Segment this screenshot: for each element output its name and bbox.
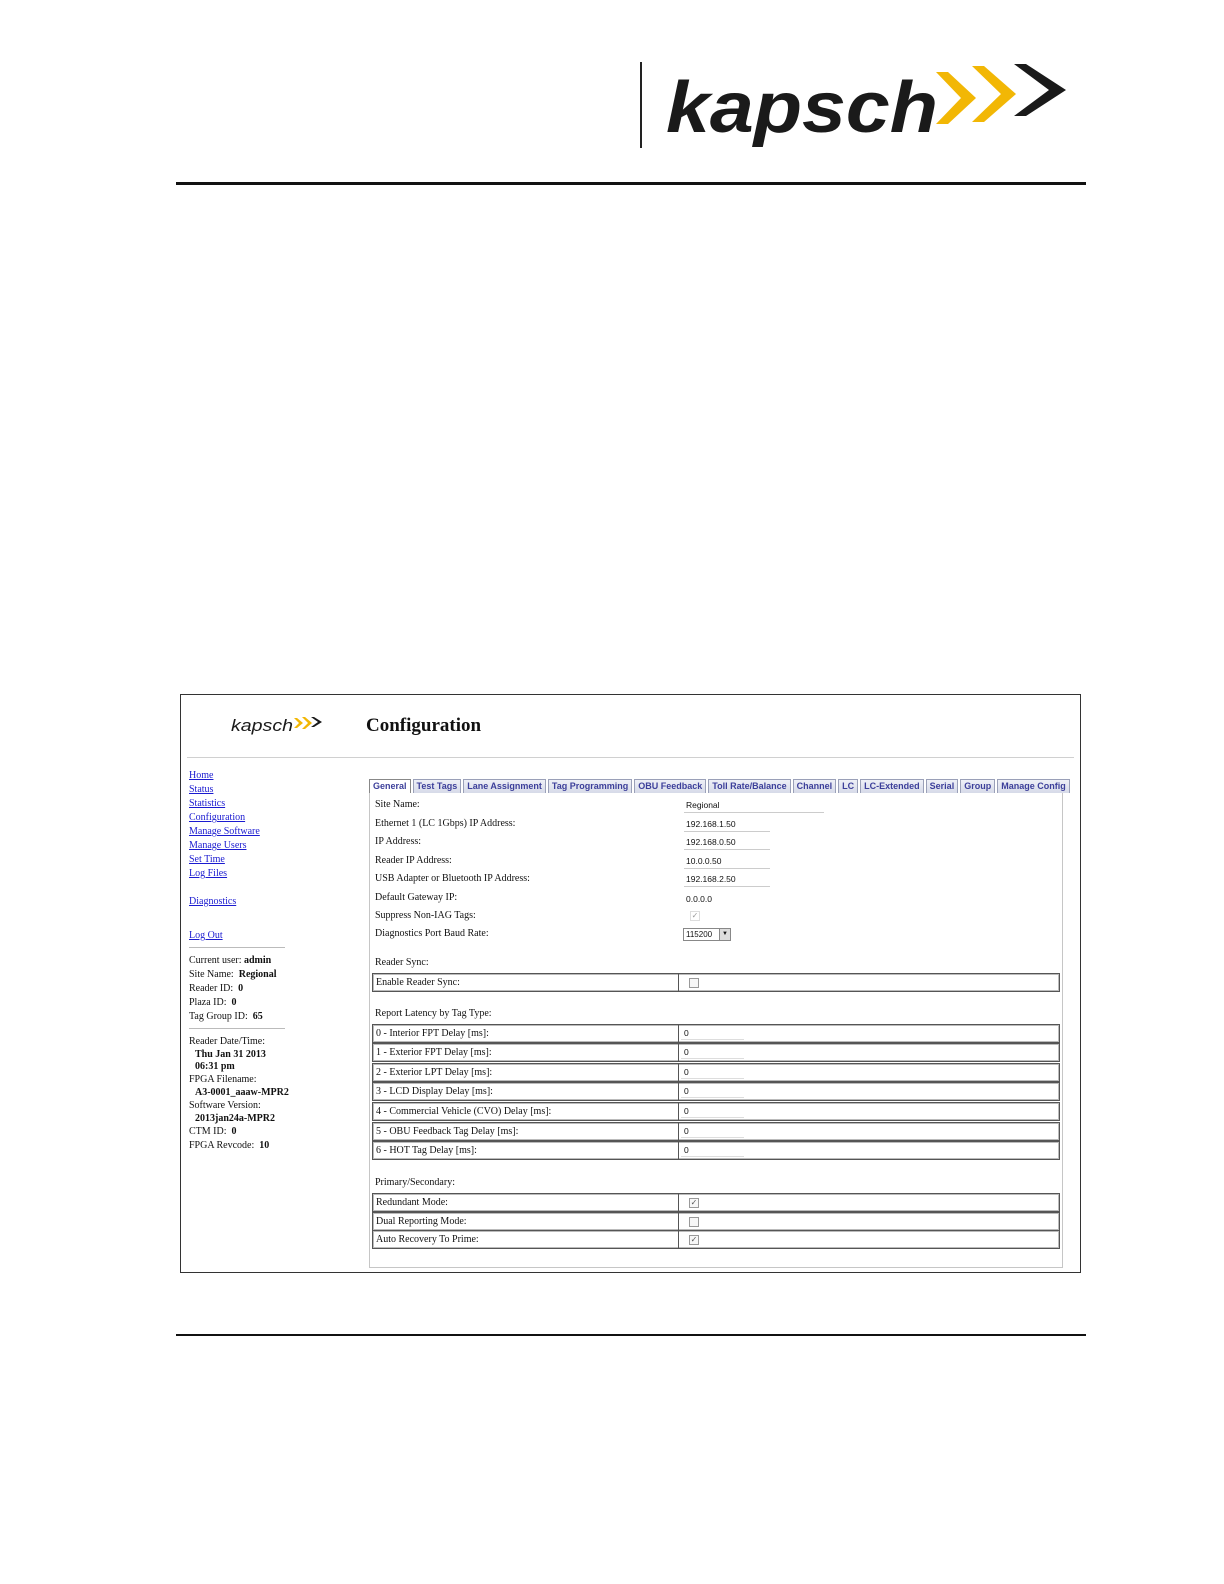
redundancy-row xyxy=(372,1193,1060,1212)
latency-row xyxy=(372,1063,1060,1082)
latency-input[interactable]: 0 xyxy=(681,1125,744,1138)
latency-label: 3 - LCD Display Delay [ms]: xyxy=(373,1083,679,1100)
configuration-screenshot xyxy=(180,694,1081,1273)
tab-group[interactable]: Group xyxy=(960,779,995,793)
tab-toll-rate-balance[interactable]: Toll Rate/Balance xyxy=(708,779,790,793)
app-logo-text: kapsch xyxy=(231,716,293,735)
current-user-value: admin xyxy=(244,955,272,966)
site-name-line xyxy=(189,968,289,982)
gateway-value: 0.0.0.0 xyxy=(686,894,712,904)
header-divider xyxy=(640,62,642,148)
kapsch-logo-text: kapsch xyxy=(666,68,938,148)
tab-manage-config[interactable]: Manage Config xyxy=(997,779,1070,793)
tab-lc[interactable]: LC xyxy=(838,779,858,793)
reader-sync-row xyxy=(372,973,1060,992)
latency-row xyxy=(372,1102,1060,1121)
latency-label: 5 - OBU Feedback Tag Delay [ms]: xyxy=(373,1123,679,1140)
spacer xyxy=(189,909,289,929)
plaza-id-line xyxy=(189,996,289,1010)
fpga-revcode-value: 10 xyxy=(259,1140,270,1151)
reader-info xyxy=(189,954,289,1024)
latency-label: 6 - HOT Tag Delay [ms]: xyxy=(373,1142,679,1159)
nav-manage-users-link[interactable]: Manage Users xyxy=(189,840,247,851)
site-name-label: Site Name: xyxy=(375,799,420,810)
plaza-id-label: Plaza ID: xyxy=(189,997,227,1008)
system-info xyxy=(189,1035,289,1153)
fpga-filename-value: A3-0001_aaaw-MPR2 xyxy=(195,1087,289,1098)
nav-status-link[interactable]: Status xyxy=(189,784,214,795)
latency-label: 0 - Interior FPT Delay [ms]: xyxy=(373,1025,679,1042)
plaza-id-value: 0 xyxy=(231,997,237,1008)
title-separator xyxy=(187,757,1074,758)
tab-general[interactable]: General xyxy=(369,779,411,793)
fpga-filename-label: FPGA Filename: xyxy=(189,1074,257,1085)
reader-ip-input[interactable]: 10.0.0.50 xyxy=(684,854,770,869)
baud-rate-value: 115200 xyxy=(686,930,713,939)
current-user-label: Current user: xyxy=(189,955,242,966)
enable-reader-sync-checkbox[interactable] xyxy=(689,978,699,988)
reader-date-value: Thu Jan 31 2013 xyxy=(195,1049,266,1060)
spacer xyxy=(189,881,289,895)
primary-secondary-heading: Primary/Secondary: xyxy=(375,1177,455,1188)
app-kapsch-logo xyxy=(231,711,331,737)
sidebar-divider xyxy=(189,947,285,948)
latency-input[interactable]: 0 xyxy=(681,1144,744,1157)
fpga-revcode-label: FPGA Revcode: xyxy=(189,1140,255,1151)
suppress-tags-label: Suppress Non-IAG Tags: xyxy=(375,910,476,921)
auto-recovery-checkbox[interactable]: ✓ xyxy=(690,1235,698,1244)
latency-input[interactable]: 0 xyxy=(681,1085,744,1098)
latency-input[interactable]: 0 xyxy=(681,1027,744,1040)
tab-lc-extended[interactable]: LC-Extended xyxy=(860,779,924,793)
fpga-revcode-line xyxy=(189,1139,289,1153)
latency-row xyxy=(372,1082,1060,1101)
nav-diagnostics-link[interactable]: Diagnostics xyxy=(189,896,237,907)
ip-address-input[interactable]: 192.168.0.50 xyxy=(684,835,770,850)
nav-log-files-link[interactable]: Log Files xyxy=(189,868,228,879)
reader-datetime-label: Reader Date/Time: xyxy=(189,1036,266,1047)
reader-ip-label: Reader IP Address: xyxy=(375,855,452,866)
latency-row xyxy=(372,1122,1060,1141)
current-user-line xyxy=(189,954,289,968)
ctm-id-label: CTM ID: xyxy=(189,1126,227,1137)
sidebar xyxy=(189,769,289,1153)
baud-rate-label: Diagnostics Port Baud Rate: xyxy=(375,928,489,939)
tab-test-tags[interactable]: Test Tags xyxy=(413,779,462,793)
sidebar-divider xyxy=(189,1028,285,1029)
page-title: Configuration xyxy=(366,715,482,736)
latency-label: 2 - Exterior LPT Delay [ms]: xyxy=(373,1064,679,1081)
redundancy-row xyxy=(372,1230,1060,1249)
dual-reporting-label: Dual Reporting Mode: xyxy=(373,1213,679,1230)
auto-recovery-label: Auto Recovery To Prime: xyxy=(373,1231,679,1248)
latency-heading: Report Latency by Tag Type: xyxy=(375,1008,492,1019)
latency-row xyxy=(372,1024,1060,1043)
suppress-tags-checkbox[interactable]: ✓ xyxy=(691,911,699,920)
config-tabs xyxy=(369,779,1072,794)
tag-group-id-line xyxy=(189,1010,289,1024)
nav-configuration-link[interactable]: Configuration xyxy=(189,812,246,823)
site-name-value: Regional xyxy=(238,969,277,980)
tab-tag-programming[interactable]: Tag Programming xyxy=(548,779,632,793)
latency-row xyxy=(372,1043,1060,1062)
eth1-ip-label: Ethernet 1 (LC 1Gbps) IP Address: xyxy=(375,818,516,829)
latency-input[interactable]: 0 xyxy=(681,1066,744,1079)
redundant-mode-checkbox[interactable]: ✓ xyxy=(690,1198,698,1207)
redundancy-row xyxy=(372,1212,1060,1231)
reader-sync-heading: Reader Sync: xyxy=(375,957,429,968)
usb-ip-input[interactable]: 192.168.2.50 xyxy=(684,872,770,887)
tag-group-id-value: 65 xyxy=(252,1011,263,1022)
tag-group-id-label: Tag Group ID: xyxy=(189,1011,248,1022)
software-version-value: 2013jan24a-MPR2 xyxy=(195,1113,275,1124)
reader-time-value: 06:31 pm xyxy=(195,1061,235,1072)
tab-obu-feedback[interactable]: OBU Feedback xyxy=(634,779,706,793)
ip-address-label: IP Address: xyxy=(375,836,422,847)
ctm-id-line xyxy=(189,1125,289,1139)
latency-input[interactable]: 0 xyxy=(681,1105,744,1118)
reader-id-label: Reader ID: xyxy=(189,983,234,994)
tab-lane-assignment[interactable]: Lane Assignment xyxy=(463,779,546,793)
redundant-mode-label: Redundant Mode: xyxy=(373,1194,679,1211)
logout-link[interactable]: Log Out xyxy=(189,930,223,941)
reader-id-value: 0 xyxy=(238,983,244,994)
nav-home-link[interactable]: Home xyxy=(189,770,214,781)
gateway-label: Default Gateway IP: xyxy=(375,892,458,903)
nav-statistics-link[interactable]: Statistics xyxy=(189,798,226,809)
reader-id-line xyxy=(189,982,289,996)
kapsch-logo xyxy=(666,60,1076,150)
site-name-label: Site Name: xyxy=(189,969,234,980)
ctm-id-value: 0 xyxy=(231,1126,237,1137)
chevron-down-icon[interactable]: ▼ xyxy=(719,929,730,940)
page-footer-rule xyxy=(176,1334,1086,1336)
latency-label: 4 - Commercial Vehicle (CVO) Delay [ms]: xyxy=(373,1103,679,1120)
latency-input[interactable]: 0 xyxy=(681,1046,744,1059)
tab-channel[interactable]: Channel xyxy=(793,779,837,793)
baud-rate-select[interactable] xyxy=(683,928,731,941)
nav-set-time-link[interactable]: Set Time xyxy=(189,854,225,865)
latency-row xyxy=(372,1141,1060,1160)
dual-reporting-checkbox[interactable] xyxy=(689,1217,699,1227)
tab-serial[interactable]: Serial xyxy=(926,779,959,793)
latency-label: 1 - Exterior FPT Delay [ms]: xyxy=(373,1044,679,1061)
usb-ip-label: USB Adapter or Bluetooth IP Address: xyxy=(375,873,530,884)
page-header-rule xyxy=(176,182,1086,185)
nav-manage-software-link[interactable]: Manage Software xyxy=(189,826,260,837)
eth1-ip-input[interactable]: 192.168.1.50 xyxy=(684,817,770,832)
software-version-label: Software Version: xyxy=(189,1100,261,1111)
enable-reader-sync-label: Enable Reader Sync: xyxy=(373,974,679,991)
site-name-input[interactable]: Regional xyxy=(684,798,824,813)
